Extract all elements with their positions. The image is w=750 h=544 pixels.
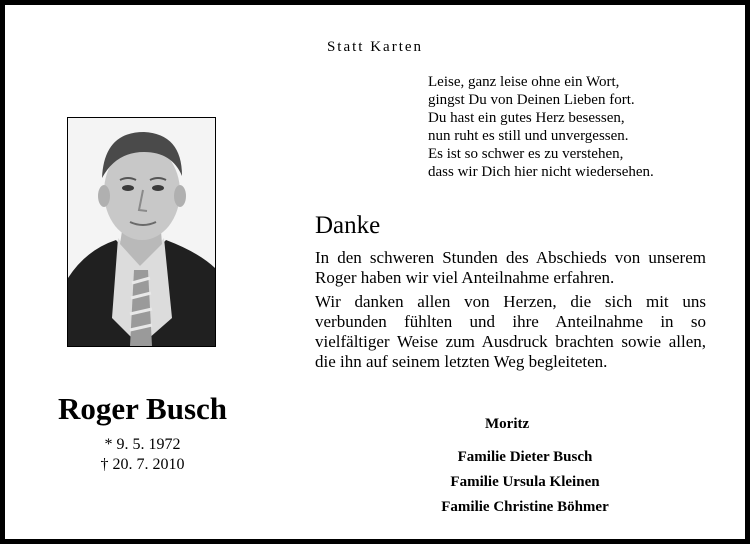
deceased-name: Roger Busch bbox=[57, 391, 228, 426]
thanks-paragraph: Wir danken allen von Herzen, die sich mit uns verbunden fühlten und ihre Anteilnahme in so vielfältiger Weise zum Ausdruck brachten sowie allen, die ihn auf seinem letzten Weg begleiteten. bbox=[315, 292, 706, 371]
thanks-title: Danke bbox=[315, 212, 381, 239]
birth-date: * 9. 5. 1972 bbox=[104, 436, 181, 453]
poem-line: nun ruht es still und unvergessen. bbox=[428, 128, 629, 144]
death-date: † 20. 7. 2010 bbox=[100, 456, 185, 473]
life-dates bbox=[35, 435, 250, 475]
signature-moritz: Moritz bbox=[485, 416, 530, 432]
poem-line: dass wir Dich hier nicht wiedersehen. bbox=[428, 164, 654, 180]
poem bbox=[428, 73, 728, 181]
family-signatures bbox=[365, 445, 685, 520]
poem-line: Es ist so schwer es zu verstehen, bbox=[428, 146, 624, 162]
family-name: Familie Ursula Kleinen bbox=[450, 474, 600, 490]
poem-line: Leise, ganz leise ohne ein Wort, bbox=[428, 74, 620, 90]
family-name: Familie Dieter Busch bbox=[457, 449, 593, 465]
portrait-photo bbox=[67, 117, 216, 347]
header-statt-karten: Statt Karten bbox=[326, 39, 424, 55]
family-name: Familie Christine Böhmer bbox=[441, 499, 609, 515]
poem-line: gingst Du von Deinen Lieben fort. bbox=[428, 92, 635, 108]
thanks-paragraph: In den schweren Stunden des Abschieds von unserem Roger haben wir viel Anteilnahme erfahren. bbox=[315, 248, 706, 287]
thanks-body bbox=[315, 248, 706, 376]
poem-line: Du hast ein gutes Herz besessen, bbox=[428, 110, 625, 126]
